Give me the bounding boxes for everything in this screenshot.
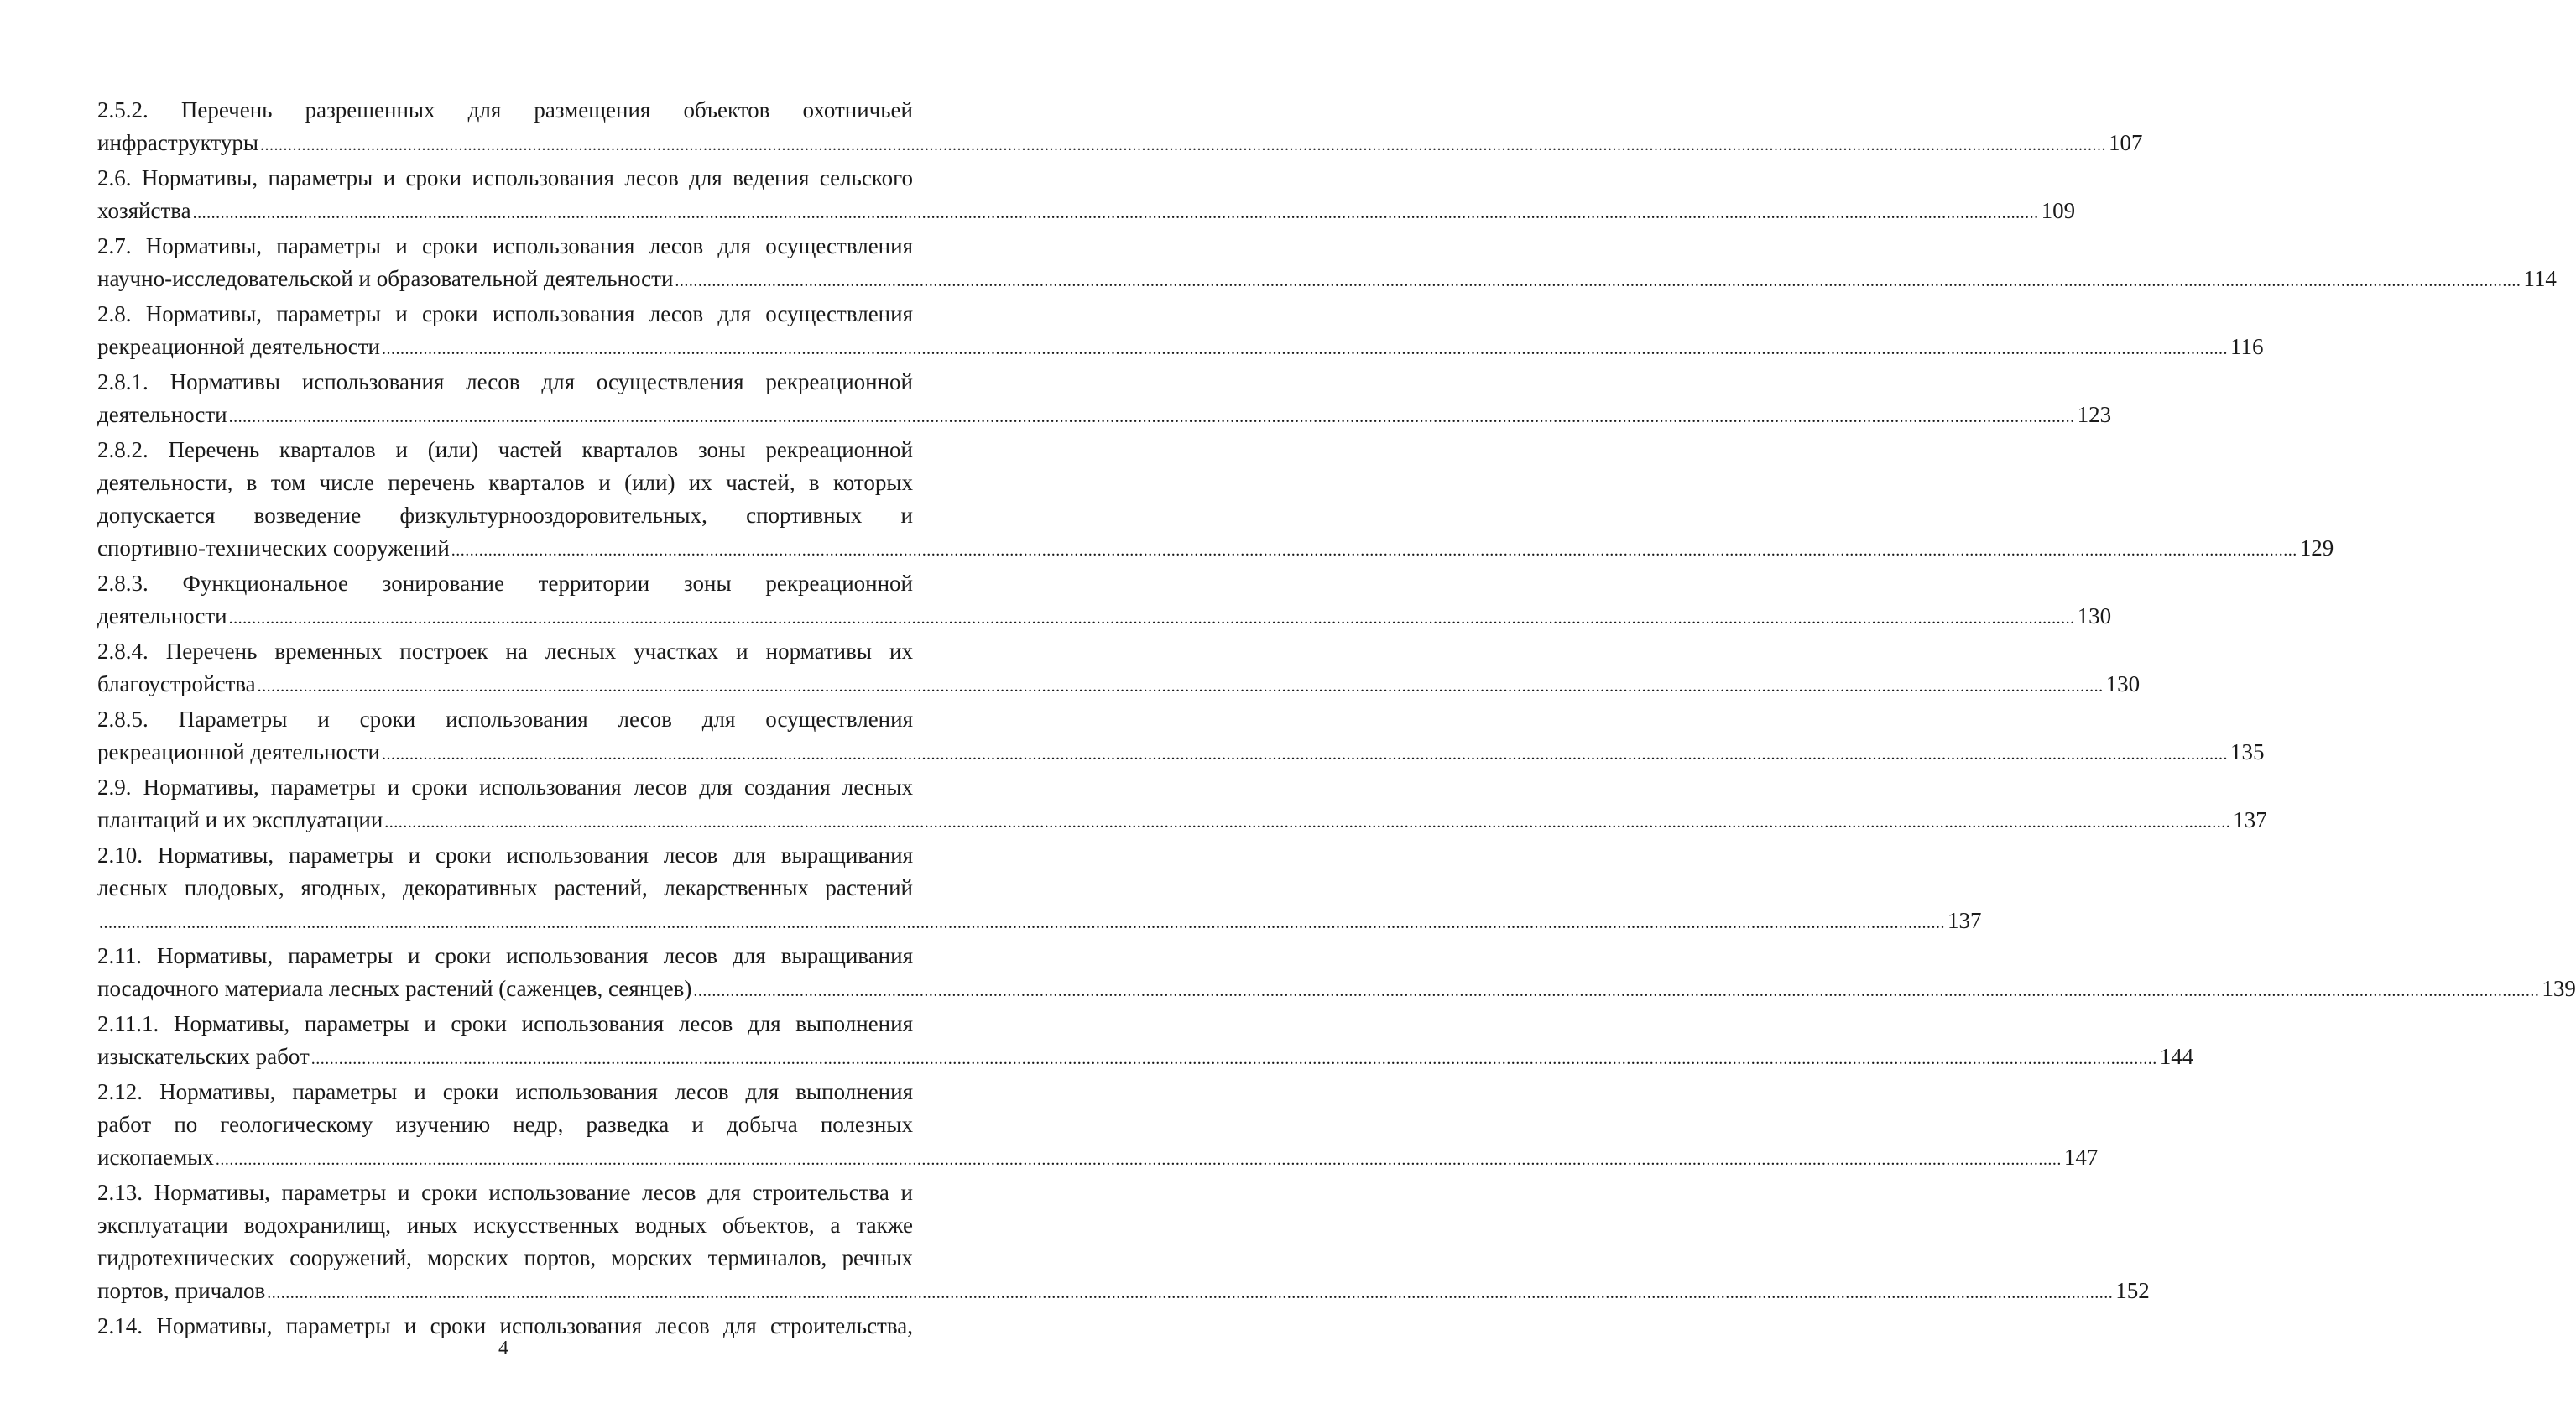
toc-entry-page-number: 139 bbox=[2542, 976, 2576, 1001]
toc-entry-leader-line bbox=[97, 973, 2576, 1008]
page-number: 4 bbox=[498, 1338, 508, 1359]
toc-entry-text-line: 2.12. Нормативы, параметры и сроки использования лесов для выполнения bbox=[97, 1079, 913, 1104]
toc-entry-page-number: 144 bbox=[2159, 1044, 2194, 1069]
toc-entry-page-number: 109 bbox=[2041, 198, 2076, 223]
toc-entry-leader-line bbox=[97, 1141, 2099, 1176]
toc-entry-text-tail: рекреационной деятельности bbox=[97, 334, 380, 359]
toc-entry-text-tail: посадочного материала лесных растений (саженцев, сеянцев) bbox=[97, 976, 692, 1001]
toc-entry[interactable] bbox=[97, 298, 2264, 366]
toc-entry-text-line: работ по геологическому изучению недр, разведка и добыча полезных bbox=[97, 1112, 913, 1137]
dot-leader: ................................................................................................................................................................................................................................................................................................................................................................................................................ bbox=[257, 677, 2104, 696]
toc-entry[interactable] bbox=[97, 635, 2141, 703]
toc-entry-leader-line bbox=[97, 736, 2265, 771]
toc-entry-text-tail: благоустройства bbox=[97, 671, 256, 696]
toc-entry-leader-line bbox=[97, 804, 2267, 839]
toc-entry-text-line: 2.9. Нормативы, параметры и сроки использования лесов для создания лесных bbox=[97, 775, 913, 800]
dot-leader: ................................................................................................................................................................................................................................................................................................................................................................................................................ bbox=[693, 982, 2540, 1000]
toc-entry-text-line: 2.8. Нормативы, параметры и сроки использования лесов для осуществления bbox=[97, 301, 913, 326]
toc-entry-text-line: эксплуатации водохранилищ, иных искусственных водных объектов, а также bbox=[97, 1213, 913, 1238]
toc-entry[interactable] bbox=[97, 567, 2112, 635]
table-of-contents bbox=[97, 94, 2576, 1343]
toc-entry-text-tail: инфраструктуры bbox=[97, 130, 258, 155]
toc-entry-text-tail: рекреационной деятельности bbox=[97, 739, 380, 764]
toc-entry-text-line: 2.8.2. Перечень кварталов и (или) частей кварталов зоны рекреационной bbox=[97, 437, 913, 462]
toc-entry[interactable] bbox=[97, 366, 2112, 434]
dot-leader: ................................................................................................................................................................................................................................................................................................................................................................................................................ bbox=[451, 541, 2297, 560]
dot-leader: ................................................................................................................................................................................................................................................................................................................................................................................................................ bbox=[381, 340, 2228, 358]
toc-entry-leader-line bbox=[97, 1275, 2150, 1310]
toc-entry-text-line: 2.8.3. Функциональное зонирование территории зоны рекреационной bbox=[97, 571, 913, 596]
toc-entry-page-number: 147 bbox=[2063, 1145, 2099, 1170]
toc-entry-text-line: 2.5.2. Перечень разрешенных для размещения объектов охотничьей bbox=[97, 97, 913, 123]
toc-entry-text-line: 2.13. Нормативы, параметры и сроки использование лесов для строительства и bbox=[97, 1180, 913, 1205]
toc-entry[interactable] bbox=[97, 1076, 2099, 1176]
toc-entry-page-number: 123 bbox=[2077, 402, 2112, 427]
dot-leader: ................................................................................................................................................................................................................................................................................................................................................................................................................ bbox=[215, 1150, 2062, 1169]
dot-leader: ................................................................................................................................................................................................................................................................................................................................................................................................................ bbox=[267, 1284, 2114, 1302]
toc-entry-leader-line bbox=[97, 905, 1982, 940]
toc-entry-text-tail: портов, причалов bbox=[97, 1278, 266, 1303]
toc-entry[interactable] bbox=[97, 434, 2334, 567]
toc-entry-page-number: 130 bbox=[2105, 671, 2141, 696]
toc-entry-text-line: 2.7. Нормативы, параметры и сроки использования лесов для осуществления bbox=[97, 233, 913, 258]
toc-entry[interactable] bbox=[97, 703, 2265, 771]
toc-entry[interactable] bbox=[97, 940, 2576, 1008]
toc-entry-page-number: 137 bbox=[2233, 807, 2267, 832]
toc-entry-text-line: допускается возведение физкультурнооздоровительных, спортивных и bbox=[97, 503, 913, 528]
toc-entry-page-number: 152 bbox=[2115, 1278, 2150, 1303]
toc-entry-leader-line bbox=[97, 1041, 2194, 1076]
toc-entry[interactable] bbox=[97, 1008, 2194, 1076]
toc-entry-page-number: 114 bbox=[2523, 266, 2557, 291]
toc-entry-leader-line bbox=[97, 532, 2334, 567]
dot-leader: ................................................................................................................................................................................................................................................................................................................................................................................................................ bbox=[381, 745, 2228, 764]
toc-entry[interactable] bbox=[97, 94, 2143, 162]
toc-entry[interactable] bbox=[97, 771, 2267, 839]
toc-entry-page-number: 129 bbox=[2299, 535, 2334, 561]
toc-entry-page-number: 137 bbox=[1948, 908, 1982, 933]
toc-entry-text-tail: деятельности bbox=[97, 402, 227, 427]
toc-entry-text-line: 2.11. Нормативы, параметры и сроки использования лесов для выращивания bbox=[97, 943, 913, 968]
toc-entry-page-number: 107 bbox=[2108, 130, 2143, 155]
dot-leader: ................................................................................................................................................................................................................................................................................................................................................................................................................ bbox=[675, 272, 2521, 290]
toc-entry-leader-line bbox=[97, 331, 2264, 366]
toc-entry-text-line: 2.8.1. Нормативы использования лесов для осуществления рекреационной bbox=[97, 369, 913, 394]
toc-entry-page-number: 116 bbox=[2229, 334, 2264, 359]
toc-entry-text-line: 2.8.4. Перечень временных построек на лесных участках и нормативы их bbox=[97, 639, 913, 664]
toc-entry[interactable] bbox=[97, 839, 1982, 940]
toc-entry-leader-line bbox=[97, 399, 2112, 434]
toc-entry-leader-line bbox=[97, 263, 2557, 298]
toc-entry-text-tail: плантаций и их эксплуатации bbox=[97, 807, 383, 832]
toc-entry-leader-line bbox=[97, 195, 2076, 230]
toc-entry-leader-line bbox=[97, 600, 2112, 635]
dot-leader: ................................................................................................................................................................................................................................................................................................................................................................................................................ bbox=[310, 1050, 2157, 1068]
toc-entry[interactable] bbox=[97, 162, 2076, 230]
toc-entry-text-line: 2.10. Нормативы, параметры и сроки использования лесов для выращивания bbox=[97, 842, 913, 868]
toc-entry-text-tail: изыскательских работ bbox=[97, 1044, 310, 1069]
toc-entry-text-line: лесных плодовых, ягодных, декоративных растений, лекарственных растений bbox=[97, 875, 913, 900]
toc-entry-leader-line bbox=[97, 668, 2141, 703]
toc-entry-text-line: гидротехнических сооружений, морских портов, морских терминалов, речных bbox=[97, 1245, 913, 1270]
dot-leader: ................................................................................................................................................................................................................................................................................................................................................................................................................ bbox=[99, 914, 1945, 932]
toc-entry-text-tail: ископаемых bbox=[97, 1145, 214, 1170]
toc-entry-text-tail: деятельности bbox=[97, 603, 227, 629]
toc-entry-text-tail: научно-исследовательской и образовательной деятельности bbox=[97, 266, 674, 291]
toc-entry-text-line: 2.11.1. Нормативы, параметры и сроки использования лесов для выполнения bbox=[97, 1011, 913, 1036]
toc-entry-text-line: 2.8.5. Параметры и сроки использования лесов для осуществления bbox=[97, 707, 913, 732]
toc-entry-text-tail: спортивно-технических сооружений bbox=[97, 535, 450, 561]
toc-entry[interactable] bbox=[97, 230, 2557, 298]
dot-leader: ................................................................................................................................................................................................................................................................................................................................................................................................................ bbox=[192, 204, 2039, 222]
dot-leader: ................................................................................................................................................................................................................................................................................................................................................................................................................ bbox=[259, 136, 2106, 154]
toc-entry-text-line: деятельности, в том числе перечень кварталов и (или) их частей, в которых bbox=[97, 470, 913, 495]
toc-entry-page-number: 130 bbox=[2077, 603, 2112, 629]
toc-entry-text-tail: хозяйства bbox=[97, 198, 191, 223]
dot-leader: ................................................................................................................................................................................................................................................................................................................................................................................................................ bbox=[228, 609, 2075, 628]
dot-leader: ................................................................................................................................................................................................................................................................................................................................................................................................................ bbox=[384, 813, 2231, 832]
toc-entry-text-line: 2.6. Нормативы, параметры и сроки использования лесов для ведения сельского bbox=[97, 165, 913, 190]
dot-leader: ................................................................................................................................................................................................................................................................................................................................................................................................................ bbox=[228, 408, 2075, 426]
toc-entry-text-line: 2.14. Нормативы, параметры и сроки использования лесов для строительства, bbox=[97, 1313, 913, 1338]
toc-entry[interactable] bbox=[97, 1176, 2150, 1310]
toc-entry-page-number: 135 bbox=[2229, 739, 2265, 764]
toc-entry-leader-line bbox=[97, 127, 2143, 162]
